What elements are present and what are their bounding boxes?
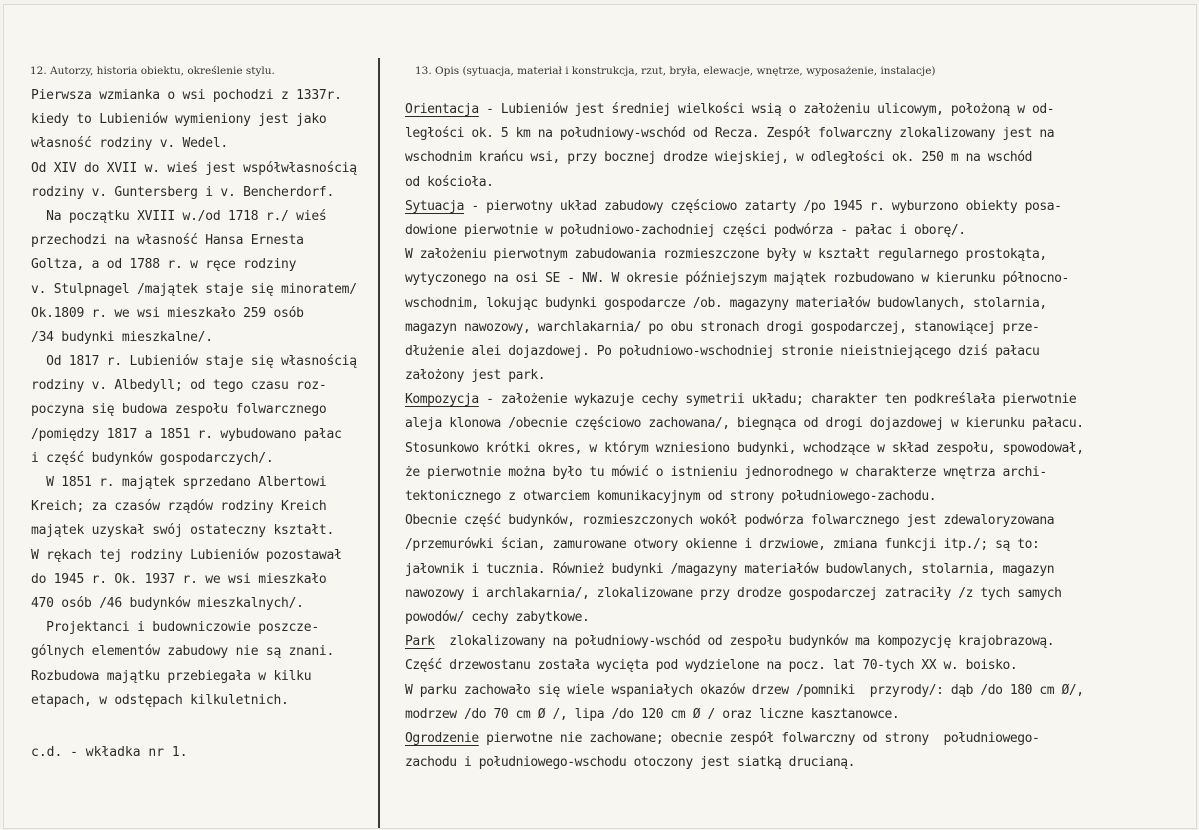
history-text-line: poczyna się budowa zespołu folwarcznego: [31, 402, 327, 418]
history-text-line: Kreich; za czasów rządów rodziny Kreich: [31, 499, 327, 515]
description-text-line: [405, 727, 1190, 751]
description-text: wytyczonego na osi SE - NW. W okresie późniejszym majątek rozbudowano w kierunku północno-: [405, 271, 1069, 287]
history-text-line: 470 osób /46 budynków mieszkalnych/.: [31, 595, 304, 611]
description-text-line: [405, 606, 1190, 630]
history-text-line: Od XIV do XVII w. wieś jest współwłasnością: [31, 160, 357, 176]
description-text: modrzew /do 70 cm Ø /, lipa /do 120 cm Ø / oraz liczne kasztanowce.: [405, 706, 900, 722]
description-text: /przemurówki ścian, zamurowane otwory okienne i drzwiowe, zmiana funkcji itp./; są to:: [405, 537, 1040, 553]
description-text: jałownik i tucznia. Również budynki /magazyny materiałów budowlanych, stolarnia, magazyn: [405, 561, 1055, 577]
history-text-line: Pierwsza wzmianka o wsi pochodzi z 1337r.: [31, 88, 342, 103]
description-text: dowione pierwotnie w południowo-zachodniej części podwórza - pałac i oborę/.: [405, 222, 966, 238]
description-text: wschodnim krańcu wsi, przy bocznej drodze wiejskiej, w odległości ok. 250 m na wschód: [405, 150, 1033, 166]
description-text: - założenie wykazuje cechy symetrii układu; charakter ten podkreślała pierwotnie: [478, 392, 1077, 408]
description-text: W parku zachowało się wiele wspaniałych okazów drzew /pomniki przyrody/: dąb /do 180 cm Ø/,: [405, 682, 1084, 698]
description-text-line: [405, 679, 1190, 703]
section-keyword: Ogrodzenie: [405, 730, 479, 746]
description-text: tektonicznego z otwarciem komunikacyjnym od strony południowego-zachodu.: [405, 489, 937, 504]
history-text-line: rodziny v. Guntersberg i v. Bencherdorf.: [31, 184, 335, 200]
description-text-line: [405, 533, 1190, 557]
description-text: Obecnie część budynków, rozmieszczonych wokół podwórza folwarcznego jest zdewaloryzowana: [405, 513, 1055, 529]
description-text: ległości ok. 5 km na południowy-wschód od Recza. Zespół folwarczny zlokalizowany jest na: [405, 126, 1055, 142]
history-text-line: v. Stulpnagel /majątek staje się minoratem/: [31, 281, 357, 297]
section-keyword: Kompozycja: [405, 392, 479, 408]
description-text-line: [405, 558, 1190, 582]
history-text-line: etapach, w odstępach kilkuletnich.: [31, 692, 289, 708]
description-text: zlokalizowany na południowy-wschód od zespołu budynków ma kompozycję krajobrazową.: [434, 634, 1055, 650]
description-text: zachodu i południowego-wschodu otoczony jest siatką drucianą.: [405, 755, 855, 771]
history-text-line: /pomiędzy 1817 a 1851 r. wybudowano pałac: [31, 426, 342, 442]
description-text-line: [405, 364, 1190, 388]
history-text-line: Na początku XVIII w./od 1718 r./ wieś: [31, 208, 327, 224]
description-text-line: [405, 195, 1190, 219]
description-column: [405, 98, 1190, 775]
description-text-line: [405, 267, 1190, 291]
history-text-line: kiedy to Lubieniów wymieniony jest jako: [31, 112, 327, 128]
description-text: - pierwotny układ zabudowy częściowo zatarty /po 1945 r. wyburzono obiekty posa-: [464, 198, 1062, 214]
description-text-line: [405, 316, 1190, 340]
section-13-header: 13. Opis (sytuacja, materiał i konstrukcja, rzut, bryła, elewacje, wnętrze, wyposażenie, instalacje): [415, 65, 936, 77]
description-text-line: [405, 461, 1190, 485]
history-text-line: Projektanci i budowniczowie poszcze-: [31, 620, 319, 636]
continuation-note: c.d. - wkładka nr 1.: [31, 745, 188, 760]
history-text-line: majątek uzyskał swój ostateczny kształt.: [31, 523, 335, 539]
description-text-line: [405, 171, 1190, 195]
description-text: - Lubieniów jest średniej wielkości wsią o założeniu ulicowym, położoną w od-: [478, 102, 1055, 117]
history-text-line: własność rodziny v. Wedel.: [31, 136, 228, 152]
history-text-line: gólnych elementów zabudowy nie są znani.: [31, 644, 335, 660]
description-text-line: [405, 437, 1190, 461]
column-divider: [378, 58, 380, 828]
description-text-line: [405, 292, 1190, 316]
description-text-line: [405, 751, 1190, 775]
description-text-line: [405, 630, 1190, 654]
description-text: Część drzewostanu została wycięta pod wydzielone na pocz. lat 70-tych XX w. boisko.: [405, 658, 1018, 674]
description-text: pierwotne nie zachowane; obecnie zespół folwarczny od strony południowego-: [478, 730, 1040, 746]
section-keyword: Park: [405, 634, 435, 650]
description-text: założony jest park.: [405, 368, 546, 384]
description-text: magazyn nawozowy, warchlakarnia/ po obu stronach drogi gospodarczej, stanowiącej prze-: [405, 319, 1040, 335]
description-text-line: [405, 122, 1190, 146]
history-column: [31, 84, 376, 713]
description-text-line: [405, 412, 1190, 436]
description-text-line: [405, 388, 1190, 412]
history-text-line: W rękach tej rodziny Lubieniów pozostawał: [31, 547, 342, 563]
history-text-line: do 1945 r. Ok. 1937 r. we wsi mieszkało: [31, 571, 327, 587]
description-text: dłużenie alei dojazdowej. Po południowo-wschodniej stronie nieistniejącego dziś pałacu: [405, 343, 1040, 359]
description-text: że pierwotnie można było tu mówić o istnieniu jednorodnego w charakterze wnętrza archi-: [405, 464, 1047, 480]
history-text-line: i część budynków gospodarczych/.: [31, 450, 274, 466]
history-text-line: /34 budynki mieszkalne/.: [31, 329, 213, 345]
description-text-line: [405, 98, 1190, 122]
description-text-line: [405, 485, 1190, 509]
history-text-line: W 1851 r. majątek sprzedano Albertowi: [31, 475, 327, 490]
history-text-line: przechodzi na własność Hansa Ernesta: [31, 233, 304, 249]
history-text-line: Goltza, a od 1788 r. w ręce rodziny: [31, 257, 297, 273]
description-text-line: [405, 509, 1190, 533]
description-text-line: [405, 703, 1190, 727]
description-text: aleja klonowa /obecnie częściowo zachowana/, biegnąca od drogi dojazdowej w kierunku pałacu.: [405, 416, 1084, 432]
section-12-header: 12. Autorzy, historia obiektu, określenie stylu.: [30, 65, 275, 77]
description-text-line: [405, 243, 1190, 267]
history-text-line: Ok.1809 r. we wsi mieszkało 259 osób: [31, 305, 304, 321]
description-text: od kościoła.: [405, 174, 494, 190]
description-text: Stosunkowo krótki okres, w którym wzniesiono budynki, wchodzące w skład zespołu, spowodował,: [405, 440, 1084, 456]
section-keyword: Orientacja: [405, 102, 479, 117]
section-keyword: Sytuacja: [405, 198, 465, 214]
history-text-line: rodziny v. Albedyll; od tego czasu roz-: [31, 378, 327, 394]
description-text: powodów/ cechy zabytkowe.: [405, 609, 590, 625]
description-text: W założeniu pierwotnym zabudowania rozmieszczone były w kształt regularnego prostokąta,: [405, 247, 1047, 263]
description-text: nawozowy i archlakarnia/, zlokalizowane przy drodze gospodarczej zatraciły /z tych samych: [405, 585, 1062, 601]
history-text-line: Rozbudowa majątku przebiegała w kilku: [31, 668, 312, 684]
description-text-line: [405, 146, 1190, 170]
description-text-line: [405, 340, 1190, 364]
description-text-line: [405, 654, 1190, 678]
description-text: wschodnim, lokując budynki gospodarcze /ob. magazyny materiałów budowlanych, stolarnia,: [405, 295, 1047, 311]
history-text-line: Od 1817 r. Lubieniów staje się własnością: [31, 354, 357, 370]
description-text-line: [405, 219, 1190, 243]
description-text-line: [405, 582, 1190, 606]
